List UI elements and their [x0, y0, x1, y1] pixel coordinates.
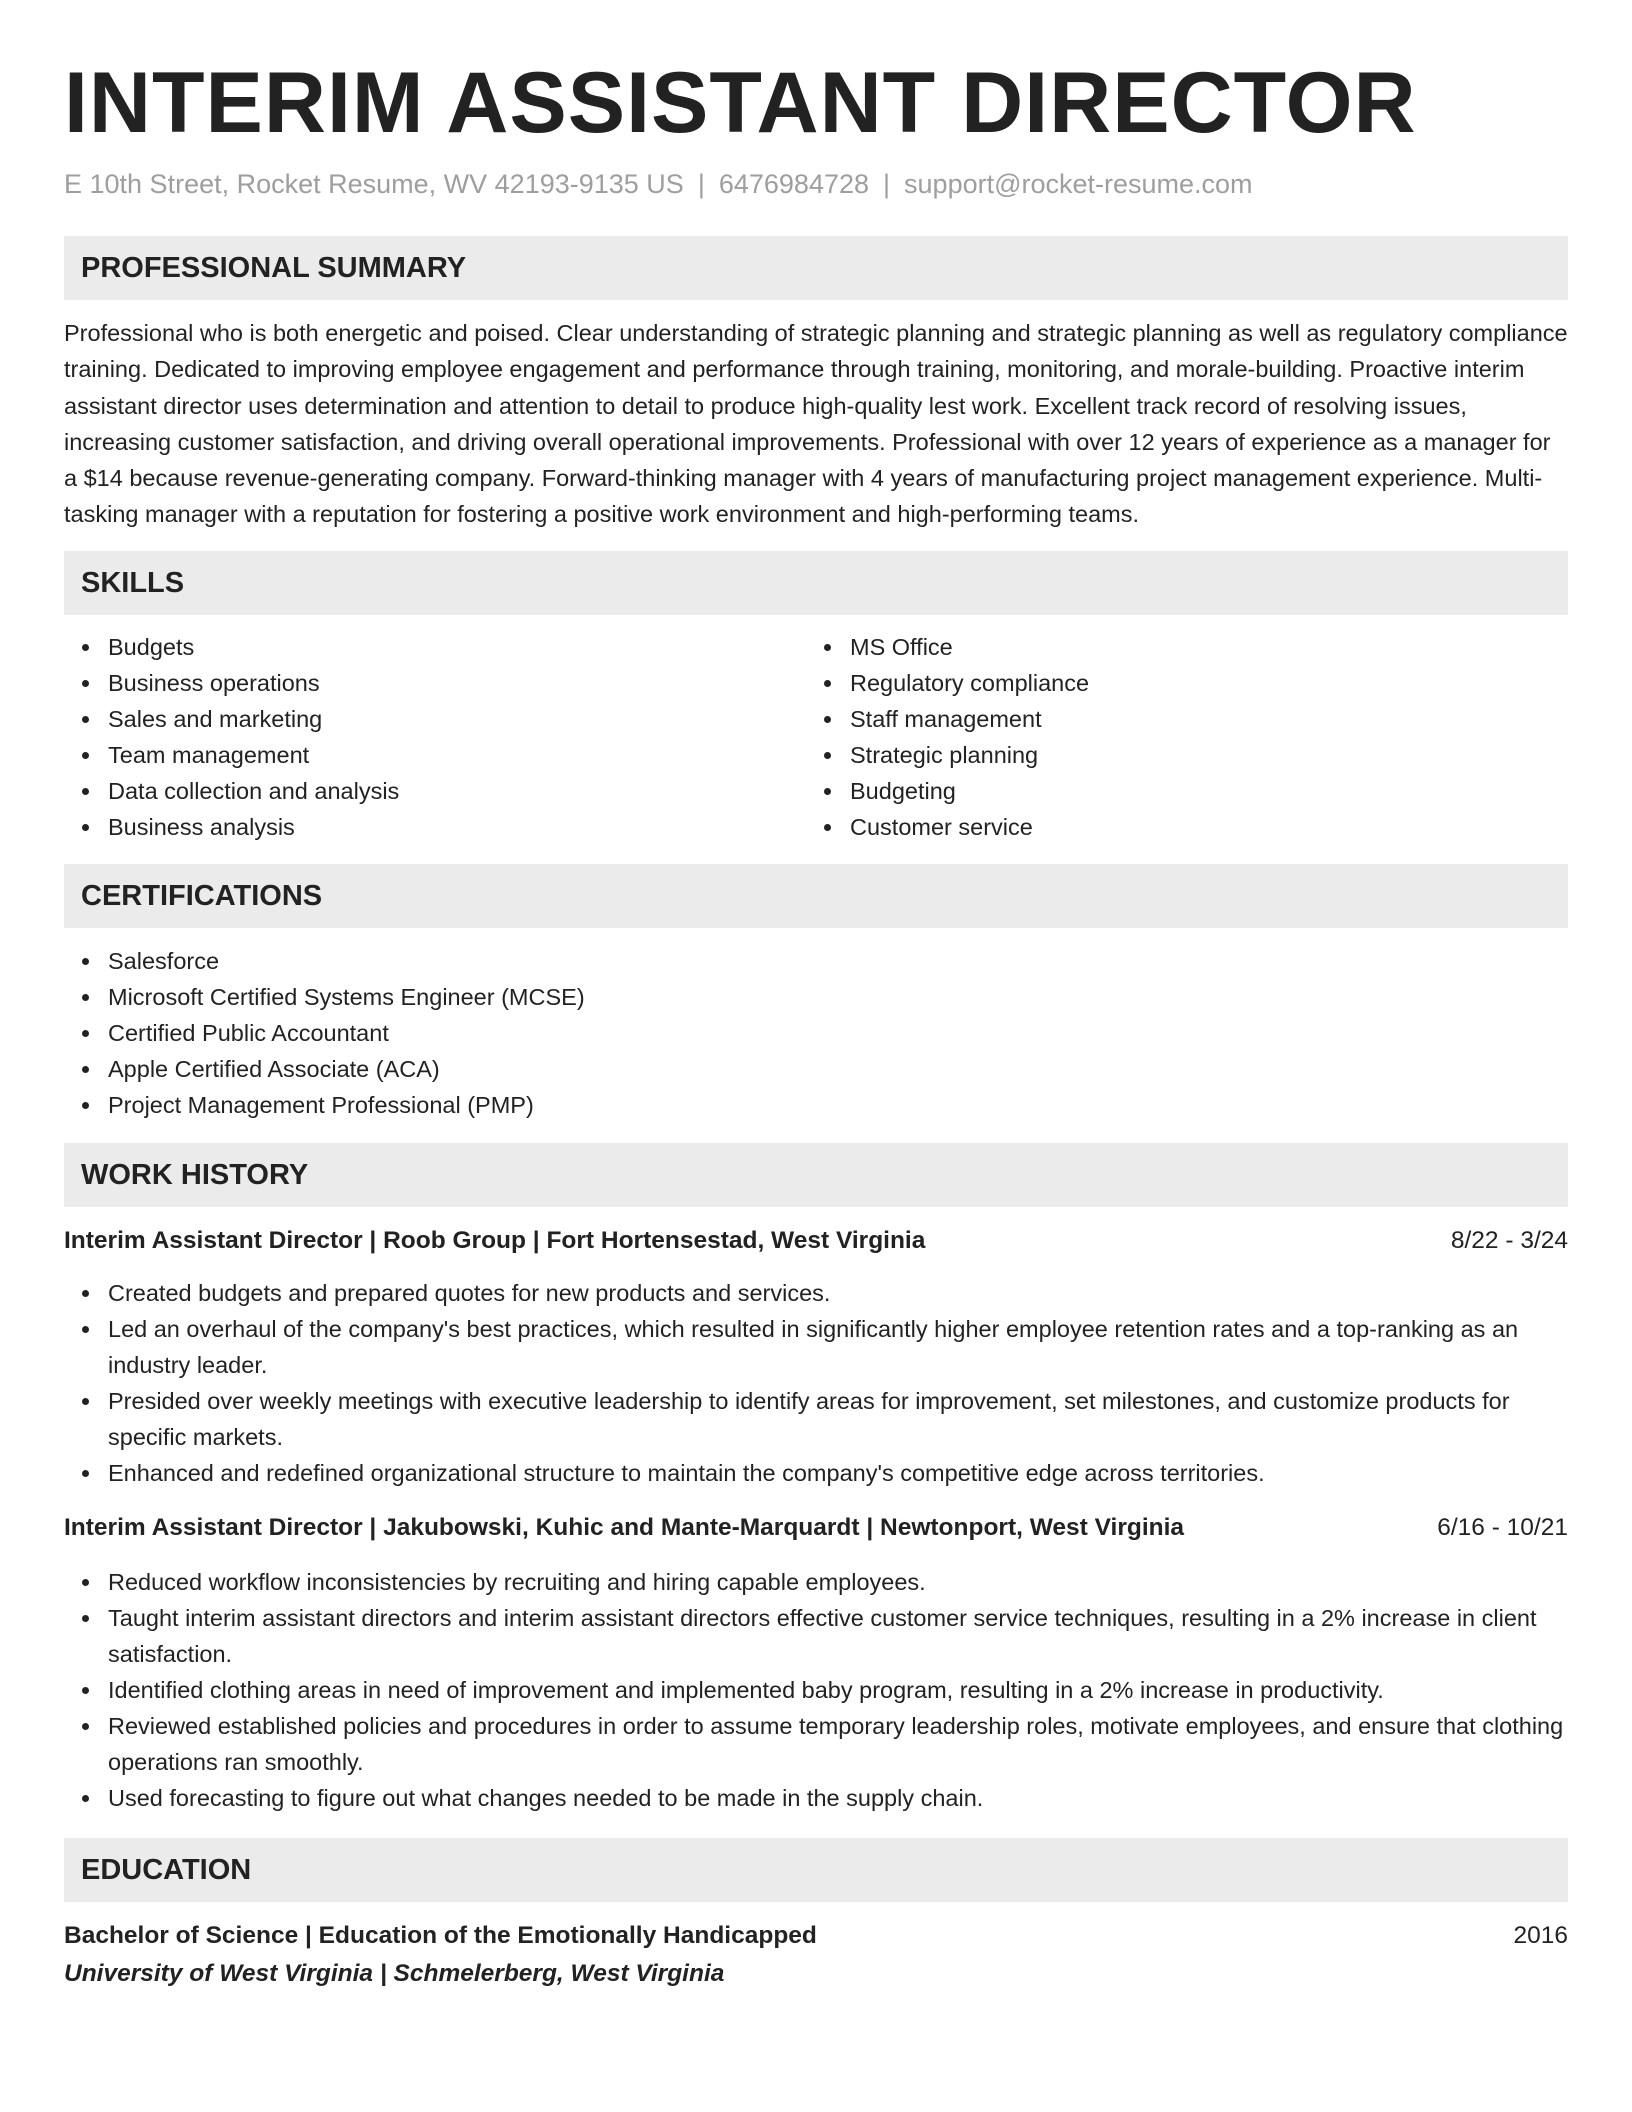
job-entry [64, 1510, 1568, 1816]
resume-page [64, 0, 1568, 1992]
education-school: University of West Virginia | Schmelerberg, West Virginia [64, 1959, 725, 1987]
certification-item: Salesforce [108, 943, 1568, 979]
job-bullet: Reduced workflow inconsistencies by recruiting and hiring capable employees. [108, 1564, 1568, 1600]
education-heading: EDUCATION [64, 1838, 1568, 1902]
certifications-list [64, 943, 1568, 1123]
job-bullet: Taught interim assistant directors and interim assistant directors effective customer service techniques, resulting in a 2% increase in client satisfaction. [108, 1600, 1568, 1672]
contact-phone: 6476984728 [718, 169, 870, 199]
certification-item: Microsoft Certified Systems Engineer (MCSE) [108, 979, 1568, 1015]
skill-item: Regulatory compliance [850, 665, 1548, 701]
skill-item: Business operations [108, 665, 806, 701]
certification-item: Certified Public Accountant [108, 1015, 1568, 1051]
job-bullet: Reviewed established policies and procedures in order to assume temporary leadership roles, motivate employees, and ensure that clothing operations ran smoothly. [108, 1708, 1568, 1780]
job-bullet: Created budgets and prepared quotes for new products and services. [108, 1275, 1568, 1311]
job-bullet: Led an overhaul of the company's best practices, which resulted in significantly higher employee retention rates and a top-ranking as an industry leader. [108, 1311, 1568, 1383]
job-bullet: Identified clothing areas in need of improvement and implemented baby program, resulting in a 2% increase in productivity. [108, 1672, 1568, 1708]
skills-list [64, 629, 1568, 845]
skills-column-left [64, 629, 806, 845]
skill-item: Budgeting [850, 773, 1548, 809]
contact-email: support@rocket-resume.com [904, 169, 1253, 199]
work-history-heading: WORK HISTORY [64, 1143, 1568, 1207]
job-header [64, 1510, 1568, 1546]
education-degree: Bachelor of Science | Education of the Emotionally Handicapped [64, 1921, 817, 1949]
job-bullet: Enhanced and redefined organizational structure to maintain the company's competitive edge across territories. [108, 1455, 1568, 1491]
job-header [64, 1223, 1568, 1259]
education-header [64, 1918, 1568, 1954]
education-year: 2016 [1513, 1921, 1568, 1949]
skill-item: Sales and marketing [108, 701, 806, 737]
job-title: Interim Assistant Director | Roob Group | Fort Hortensestad, West Virginia [64, 1226, 926, 1254]
skill-item: Strategic planning [850, 737, 1548, 773]
job-bullets [64, 1275, 1568, 1491]
job-dates: 8/22 - 3/24 [1450, 1226, 1568, 1254]
job-bullet: Used forecasting to figure out what changes needed to be made in the supply chain. [108, 1780, 1568, 1816]
summary-text: Professional who is both energetic and poised. Clear understanding of strategic planning and strategic planning as well as regulatory compliance training. Dedicated to improving employee engagement and performance through training, monitoring, and morale-building. Proactive interim assistant director uses determination and attention to detail to produce high-quality lest work. Excellent track record of resolving issues, increasing customer satisfaction, and driving overall operational improvements. Professional with over 12 years of experience as a manager for a $14 because revenue-generating company. Forward-thinking manager with 4 years of manufacturing project management experience. Multi-tasking manager with a reputation for fostering a positive work environment and high-performing teams. [64, 320, 1568, 528]
resume-name: INTERIM ASSISTANT DIRECTOR [64, 55, 1417, 151]
skill-item: Staff management [850, 701, 1548, 737]
contact-separator: | [697, 169, 705, 199]
contact-address: E 10th Street, Rocket Resume, WV 42193-9135 US [64, 169, 684, 199]
skill-item: Customer service [850, 809, 1548, 845]
skill-item: MS Office [850, 629, 1548, 665]
skill-item: Team management [108, 737, 806, 773]
education-entry [64, 1918, 1568, 1992]
skills-column-right [806, 629, 1548, 845]
job-bullet: Presided over weekly meetings with executive leadership to identify areas for improvement, set milestones, and customize products for specific markets. [108, 1383, 1568, 1455]
skills-heading: SKILLS [64, 551, 1568, 615]
certification-item: Project Management Professional (PMP) [108, 1087, 1568, 1123]
job-entry [64, 1223, 1568, 1491]
skill-item: Data collection and analysis [108, 773, 806, 809]
job-bullets [64, 1564, 1568, 1816]
job-title: Interim Assistant Director | Jakubowski, Kuhic and Mante-Marquardt | Newtonport, West Virginia [64, 1513, 1185, 1541]
skill-item: Business analysis [108, 809, 806, 845]
job-dates: 6/16 - 10/21 [1437, 1513, 1568, 1541]
certifications-heading: CERTIFICATIONS [64, 864, 1568, 928]
summary-heading: PROFESSIONAL SUMMARY [64, 236, 1568, 300]
skill-item: Budgets [108, 629, 806, 665]
certification-item: Apple Certified Associate (ACA) [108, 1051, 1568, 1087]
contact-separator: | [883, 169, 891, 199]
contact-line [64, 166, 1568, 202]
